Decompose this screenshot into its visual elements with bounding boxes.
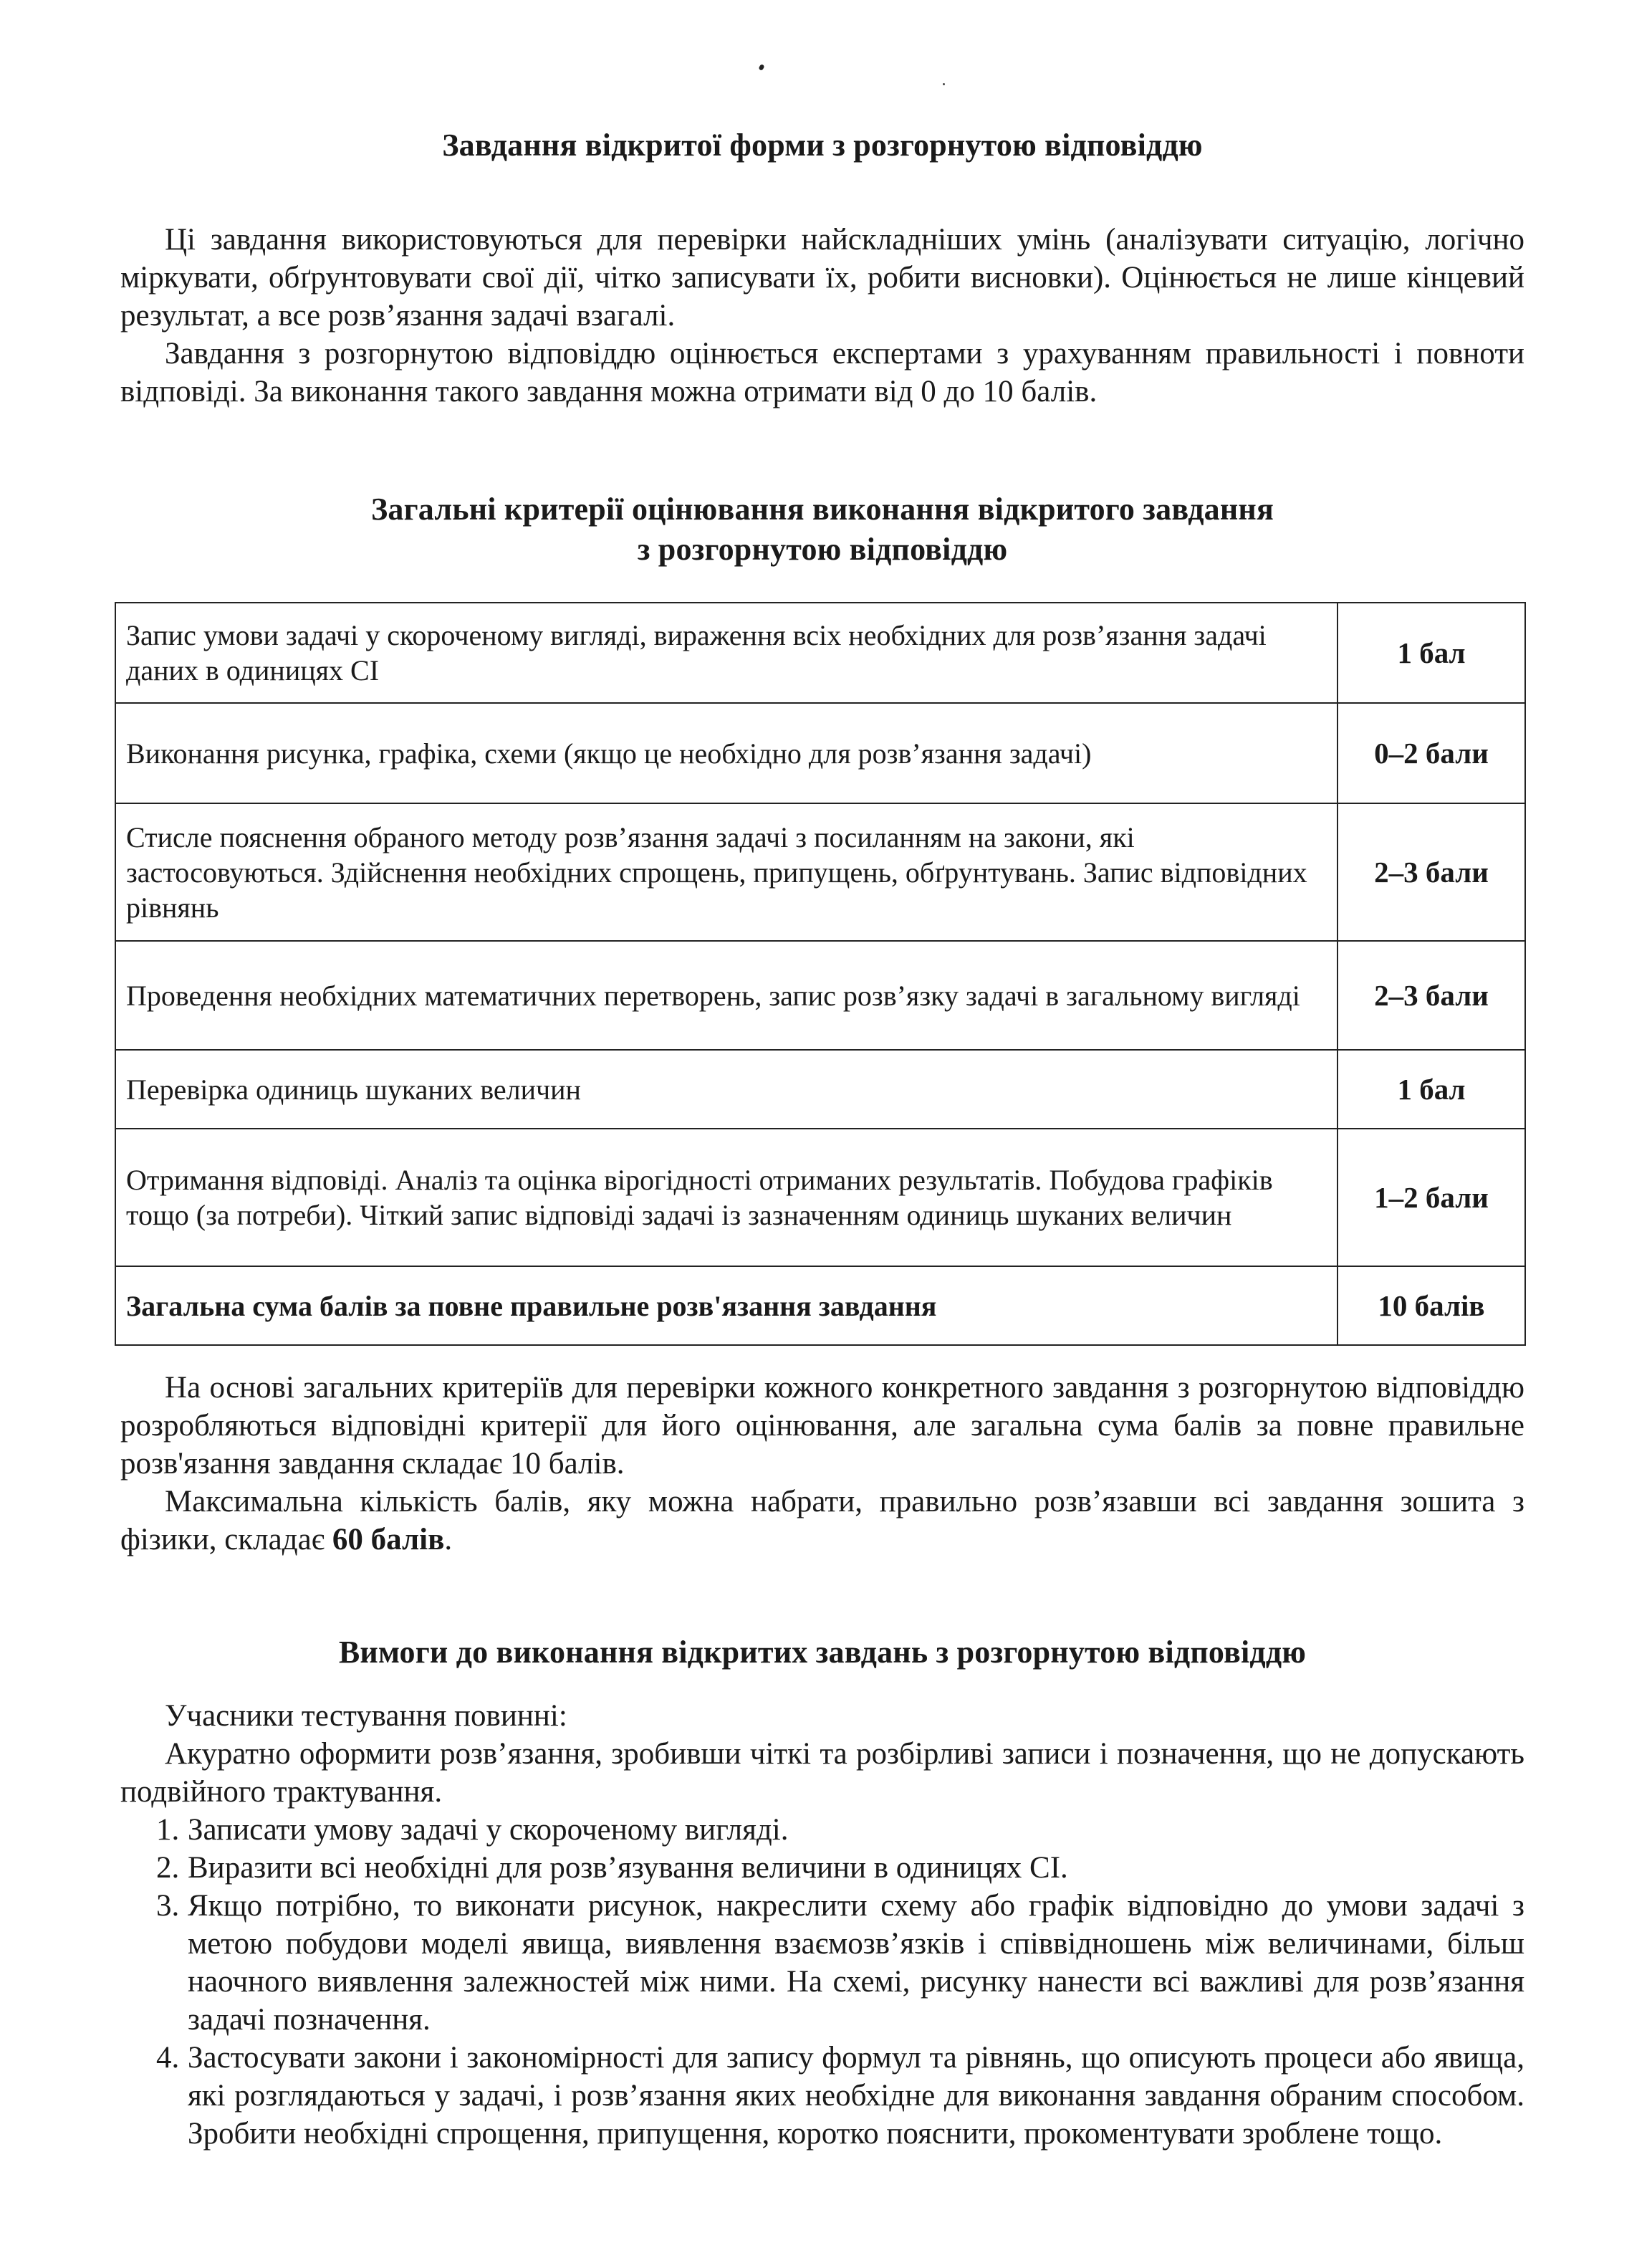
- paragraph: Ці завдання використовуються для перевірки найскладніших умінь (аналізувати ситуацію, логічно міркувати, обґрунтовувати свої дії, чітко записувати їх, робити висновки). Оцінюється не лише кінцевий результат, а все розв’язання задачі взагалі.: [120, 223, 1524, 333]
- list-item: [120, 1811, 1524, 1849]
- table-row: [115, 941, 1525, 1050]
- open-tasks-text: [120, 221, 1524, 411]
- table-row: [115, 1050, 1525, 1129]
- criteria-table: [115, 602, 1526, 1346]
- criterion-points: 0–2 бали: [1338, 703, 1525, 803]
- requirements-intro: Учасники тестування повинні:: [165, 1699, 567, 1733]
- criterion-points: 1 бал: [1338, 603, 1525, 703]
- section-title-open-tasks: Завдання відкритої форми з розгорнутою відповіддю: [442, 128, 1203, 163]
- section-title-requirements: Вимоги до виконання відкритих завдань з розгорнутою відповіддю: [338, 1635, 1307, 1670]
- paragraph: На основі загальних критеріїв для перевірки кожного конкретного завдання з розгорнутою відповіддю розробляються відповідні критерії для його оцінювання, але загальна сума балів за повне правильне розв'язання завдання складає 10 балів.: [120, 1371, 1524, 1481]
- criterion-points: 1 бал: [1338, 1050, 1525, 1129]
- table-row: [115, 703, 1525, 803]
- table-row: [115, 603, 1525, 703]
- requirements-list: [120, 1811, 1524, 2153]
- criterion-description: Виконання рисунка, графіка, схеми (якщо це необхідно для розв’язання задачі): [115, 703, 1338, 803]
- total-points: 10 балів: [1338, 1266, 1525, 1345]
- paragraph-max-score: [120, 1483, 1524, 1559]
- table-total-row: [115, 1266, 1525, 1345]
- list-item-text: Застосувати закони і закономірності для запису формул та рівнянь, що описують процеси або явища, які розглядаються у задачі, і розв’язання яких необхідне для виконання завдання обраним способом. Зробити необхідні спрощення, припущення, коротко пояснити, прокоментувати зроблене тощо.: [188, 2041, 1524, 2151]
- criterion-description: Запис умови задачі у скороченому вигляді, вираження всіх необхідних для розв’язання задачі даних в одиницях СІ: [115, 603, 1338, 703]
- list-item: [120, 1849, 1524, 1887]
- scan-dot: [943, 83, 945, 85]
- criteria-title-line-2: з розгорнутою відповіддю: [637, 532, 1008, 567]
- criterion-description: Проведення необхідних математичних перетворень, запис розв’язку задачі в загальному вигляді: [115, 941, 1338, 1050]
- criteria-heading: [120, 489, 1524, 570]
- criterion-description: Стисле пояснення обраного методу розв’язання задачі з посиланням на закони, які застосовуються. Здійснення необхідних спрощень, припущень, обґрунтувань. Запис відповідних рівнянь: [115, 803, 1338, 941]
- table-row: [115, 1129, 1525, 1266]
- max-score-value: 60 балів: [332, 1523, 445, 1556]
- requirements-text: [120, 1697, 1524, 2153]
- list-item-number: 1.: [156, 1813, 180, 1847]
- after-table-text: [120, 1369, 1524, 1559]
- criterion-description: Отримання відповіді. Аналіз та оцінка вірогідності отриманих результатів. Побудова графіків тощо (за потреби). Чіткий запис відповіді задачі із зазначенням одиниць шуканих величин: [115, 1129, 1338, 1266]
- total-description: Загальна сума балів за повне правильне розв'язання завдання: [115, 1266, 1338, 1345]
- list-item: [120, 2039, 1524, 2153]
- criterion-description: Перевірка одиниць шуканих величин: [115, 1050, 1338, 1129]
- list-item-text: Виразити всі необхідні для розв’язування величини в одиницях СІ.: [188, 1851, 1068, 1885]
- list-item-number: 2.: [156, 1851, 180, 1885]
- paragraph-text: Максимальна кількість балів, яку можна набрати, правильно розв’язавши всі завдання зошита з фізики, складає: [120, 1485, 1524, 1556]
- paragraph: Завдання з розгорнутою відповіддю оцінюється експертами з урахуванням правильності і повноти відповіді. За виконання такого завдання можна отримати від 0 до 10 балів.: [120, 337, 1524, 408]
- requirements-intro-2: Акуратно оформити розв’язання, зробивши чіткі та розбірливі записи і позначення, що не допускають подвійного трактування.: [120, 1737, 1524, 1809]
- scan-speck: [758, 64, 764, 71]
- paragraph-end: .: [444, 1523, 453, 1556]
- list-item-number: 4.: [156, 2041, 180, 2075]
- criterion-points: 2–3 бали: [1338, 941, 1525, 1050]
- list-item: [120, 1887, 1524, 2039]
- criterion-points: 2–3 бали: [1338, 803, 1525, 941]
- table-row: [115, 803, 1525, 941]
- list-item-text: Якщо потрібно, то виконати рисунок, накреслити схему або графік відповідно до умови задачі з метою побудови моделі явища, виявлення взаємозв’язків і співвідношень між величинами, більш наочного виявлення залежностей між ними. На схемі, рисунку нанести всі важливі для розв’язання задачі позначення.: [188, 1889, 1524, 2037]
- list-item-number: 3.: [156, 1889, 180, 1923]
- list-item-text: Записати умову задачі у скороченому вигляді.: [188, 1813, 789, 1847]
- criteria-title-line-1: Загальні критерії оцінювання виконання відкритого завдання: [371, 492, 1274, 527]
- criterion-points: 1–2 бали: [1338, 1129, 1525, 1266]
